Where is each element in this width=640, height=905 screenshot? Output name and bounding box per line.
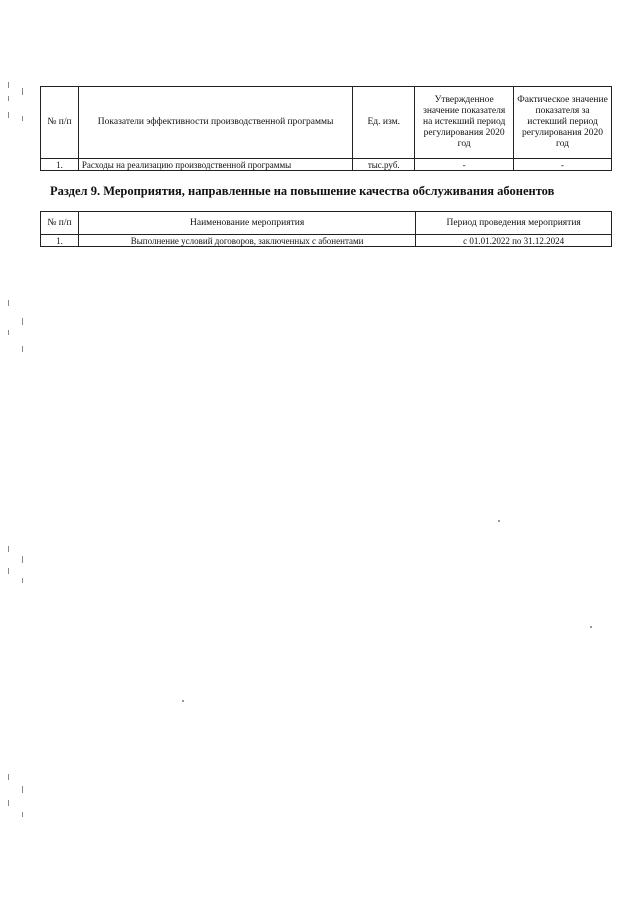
scan-mark [22,88,23,95]
cell-measure-name: Выполнение условий договоров, заключенных с абонентами [78,235,415,247]
header-unit: Ед. изм. [353,87,415,159]
cell-actual-value: - [514,159,612,171]
cell-period: с 01.01.2022 по 31.12.2024 [416,235,612,247]
header-approved-value: Утвержденное значение показателя на истекший период регулирования 2020 год [415,87,514,159]
header-num: № п/п [41,87,79,159]
efficiency-indicators-table [40,86,612,171]
scan-mark [22,318,23,325]
header-actual-value: Фактическое значение показателя за истекший период регулирования 2020 год [514,87,612,159]
scan-mark [22,346,23,352]
cell-num: 1. [41,235,79,247]
scan-dot [590,626,592,628]
scan-mark [22,116,23,121]
service-measures-table [40,211,612,247]
scan-mark [22,578,23,583]
cell-indicator: Расходы на реализацию производственной программы [78,159,352,171]
header-period: Период проведения мероприятия [416,212,612,235]
table-row [41,235,612,247]
scan-mark [8,774,9,780]
scan-dot [498,520,500,522]
scan-dot [182,700,184,702]
table-header-row [41,212,612,235]
scan-mark [8,568,9,574]
scan-mark [8,300,9,306]
table-row [41,159,612,171]
scan-mark [22,786,23,793]
cell-approved-value: - [415,159,514,171]
scan-mark [8,800,9,806]
table-header-row [41,87,612,159]
scan-mark [22,556,23,563]
scan-mark [8,82,9,88]
scan-mark [8,112,9,118]
scan-mark [8,546,9,552]
header-indicator: Показатели эффективности производственной программы [78,87,352,159]
section-title: Раздел 9. Мероприятия, направленные на повышение качества обслуживания абонентов [50,184,555,198]
scan-mark [8,96,9,101]
scan-mark [22,812,23,817]
cell-unit: тыс.руб. [353,159,415,171]
header-num: № п/п [41,212,79,235]
scan-mark [8,330,9,335]
cell-num: 1. [41,159,79,171]
header-measure-name: Наименование мероприятия [78,212,415,235]
